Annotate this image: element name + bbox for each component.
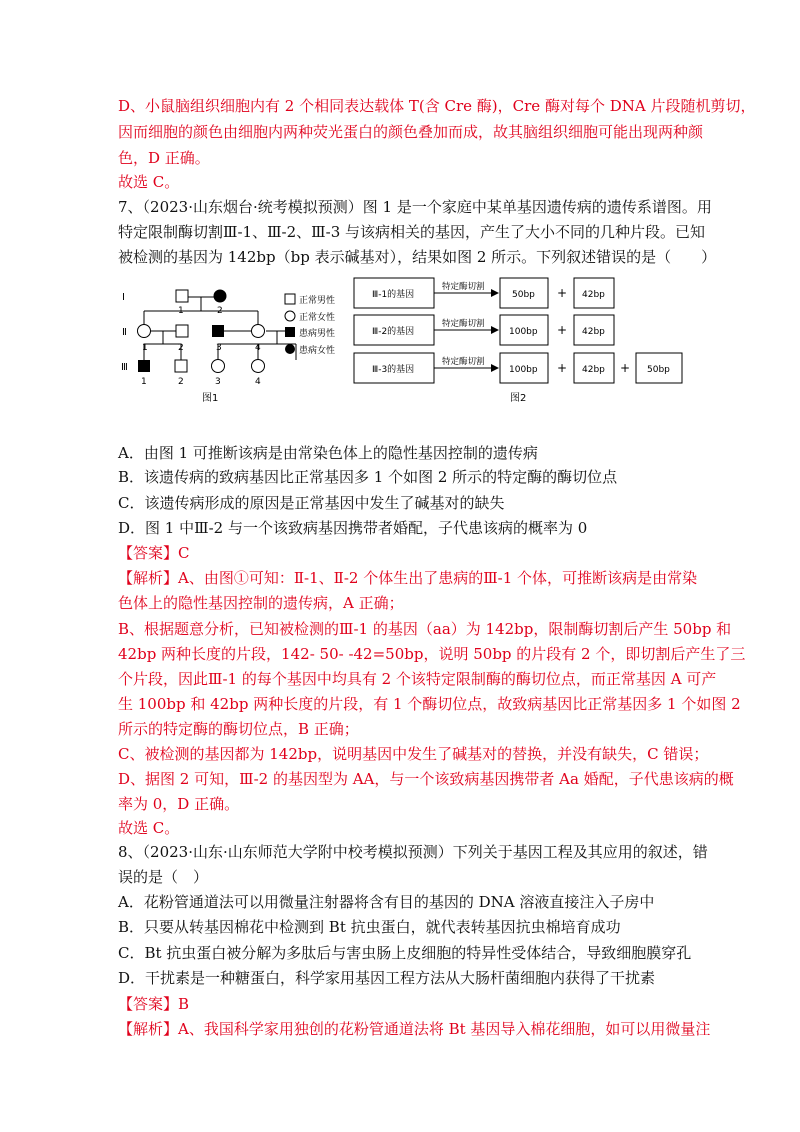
gene-label: Ⅲ-2的基因	[372, 327, 415, 337]
q7-analysis-line: 色体上的隐性基因控制的遗传病，A 正确；	[118, 594, 404, 612]
plus-sign: +	[557, 286, 568, 300]
enzyme-label: 特定酶切割	[442, 319, 485, 329]
q7-option-d: D．图 1 中Ⅲ-2 与一个该致病基因携带者婚配，子代患该病的概率为 0	[118, 519, 588, 537]
member-number: 1	[141, 377, 147, 387]
member-number: 4	[255, 343, 261, 353]
legend-normal-female: 正常女性	[299, 313, 336, 323]
q7-option-b: B．该遗传病的致病基因比正常基因多 1 个如图 2 所示的特定酶的酶切位点	[118, 468, 618, 486]
explanation-line: 色，D 正确。	[118, 149, 210, 167]
q7-analysis-line: 生 100bp 和 42bp 两种长度的片段，有 1 个酶切位点，故致病基因比正常基因多 1 个如图 2	[118, 695, 741, 713]
q7-stem-line: 特定限制酶切割Ⅲ-1、Ⅲ-2、Ⅲ-3 与该病相关的基因，产生了大小不同的几种片段。已知	[118, 223, 706, 241]
member-number: 2	[178, 377, 184, 387]
q8-stem-line: 误的是（ ）	[118, 868, 209, 886]
fragment-label: 50bp	[647, 365, 670, 375]
q7-option-c: C．该遗传病形成的原因是正常基因中发生了碱基对的缺失	[118, 494, 505, 512]
q7-analysis-line: C、被检测的基因都为 142bp，说明基因中发生了碱基对的替换，并没有缺失，C 错误；	[118, 745, 709, 763]
pedigree-III1-affected-male	[138, 360, 150, 372]
q8-stem-line: 8、（2023·山东·山东师范大学附中校考模拟预测）下列关于基因工程及其应用的叙述，错	[118, 843, 708, 861]
pedigree-III2-normal-male	[175, 360, 187, 372]
q8-option-c: C．Bt 抗虫蛋白被分解为多肽后与害虫肠上皮细胞的特异性受体结合，导致细胞膜穿孔	[118, 944, 692, 962]
q7-stem-line: 7、（2023·山东烟台·统考模拟预测）图 1 是一个家庭中某单基因遗传病的遗传系谱图。用	[118, 198, 712, 216]
plus-sign: +	[620, 361, 631, 375]
pedigree-I1-normal-male	[176, 290, 188, 302]
legend-affected-male: 患病男性	[299, 329, 336, 339]
q7-analysis-line: B、根据题意分析，已知被检测的Ⅲ-1 的基因（aa）为 142bp，限制酶切割后产生 50bp 和	[118, 620, 732, 638]
plus-sign: +	[557, 361, 568, 375]
member-number: 1	[178, 306, 184, 316]
digestion-figure	[350, 275, 690, 410]
q8-option-d: D．干扰素是一种糖蛋白，科学家用基因工程方法从大肠杆菌细胞内获得了干扰素	[118, 969, 656, 987]
gene-label: Ⅲ-1的基因	[372, 290, 415, 300]
q7-analysis-line: 率为 0，D 正确。	[118, 795, 240, 813]
q7-option-a: A．由图 1 可推断该病是由常染色体上的隐性基因控制的遗传病	[118, 444, 538, 462]
q7-analysis-line: 所示的特定酶的酶切位点，B 正确；	[118, 720, 359, 738]
member-number: 3	[216, 343, 222, 353]
figure2-caption: 图2	[510, 393, 527, 404]
fragment-label: 50bp	[512, 290, 535, 300]
q7-analysis-line: 个片段，因此Ⅲ-1 的每个基因中均具有 2 个该特定限制酶的酶切位点，而正常基因 A 可产	[118, 670, 717, 688]
fragment-label: 100bp	[509, 327, 538, 337]
member-number: 4	[255, 377, 261, 387]
member-number: 2	[217, 306, 223, 316]
enzyme-label: 特定酶切割	[442, 357, 485, 367]
member-number: 3	[215, 377, 221, 387]
pedigree-II2-normal-male	[176, 325, 188, 337]
q7-analysis-line: 【解析】A、由图①可知：Ⅱ-1、Ⅱ-2 个体生出了患病的Ⅲ-1 个体，可推断该病是由常染	[118, 569, 698, 587]
q7-analysis-line: 42bp 两种长度的片段，142- 50- -42=50bp，说明 50bp 的片段有 2 个，即切割后产生了三	[118, 645, 746, 663]
member-number: 2	[178, 343, 184, 353]
legend-normal-male: 正常男性	[299, 296, 336, 306]
explanation-conclusion: 故选 C。	[118, 173, 180, 191]
member-number: 1	[142, 343, 148, 353]
figure1-caption: 图1	[202, 393, 219, 404]
q8-option-a: A．花粉管通道法可以用微量注射器将含有目的基因的 DNA 溶液直接注入子房中	[118, 893, 655, 911]
q7-analysis-line: D、据图 2 可知，Ⅲ-2 的基因型为 AA，与一个该致病基因携带者 Aa 婚配，子代患该病的概	[118, 770, 734, 788]
pedigree-II3-affected-male	[212, 325, 224, 337]
generation-label: Ⅱ	[122, 327, 127, 338]
pedigree-I2-affected-female	[214, 290, 227, 303]
q8-analysis-line: 【解析】A、我国科学家用独创的花粉管通道法将 Bt 基因导入棉花细胞，如可以用微量注	[118, 1020, 711, 1038]
q8-answer: 【答案】B	[118, 995, 190, 1013]
q7-stem-line: 被检测的基因为 142bp（bp 表示碱基对），结果如图 2 所示。下列叙述错误的是（ ）	[118, 248, 717, 266]
enzyme-label: 特定酶切割	[442, 282, 485, 292]
legend-affected-female: 患病女性	[299, 346, 336, 356]
fragment-label: 42bp	[582, 327, 605, 337]
fragment-label: 100bp	[509, 365, 538, 375]
pedigree-II4-normal-female	[252, 325, 265, 338]
q7-answer: 【答案】C	[118, 544, 190, 562]
pedigree-III3-normal-female	[212, 360, 225, 373]
pedigree-figure	[118, 280, 350, 406]
pedigree-II1-normal-female	[138, 325, 151, 338]
fragment-label: 42bp	[582, 365, 605, 375]
generation-label: Ⅲ	[121, 362, 128, 373]
generation-label: Ⅰ	[122, 292, 125, 303]
q8-option-b: B．只要从转基因棉花中检测到 Bt 抗虫蛋白，就代表转基因抗虫棉培育成功	[118, 918, 621, 936]
fragment-label: 42bp	[582, 290, 605, 300]
plus-sign: +	[557, 323, 568, 337]
pedigree-III4-normal-female	[252, 360, 265, 373]
q7-conclusion: 故选 C。	[118, 819, 180, 837]
gene-label: Ⅲ-3的基因	[372, 365, 415, 375]
explanation-line: D、小鼠脑组织细胞内有 2 个相同表达载体 T(含 Cre 酶)，Cre 酶对每个 DNA 片段随机剪切，	[118, 97, 756, 115]
explanation-line: 因而细胞的颜色由细胞内两种荧光蛋白的颜色叠加而成，故其脑组织细胞可能出现两种颜	[118, 123, 704, 141]
